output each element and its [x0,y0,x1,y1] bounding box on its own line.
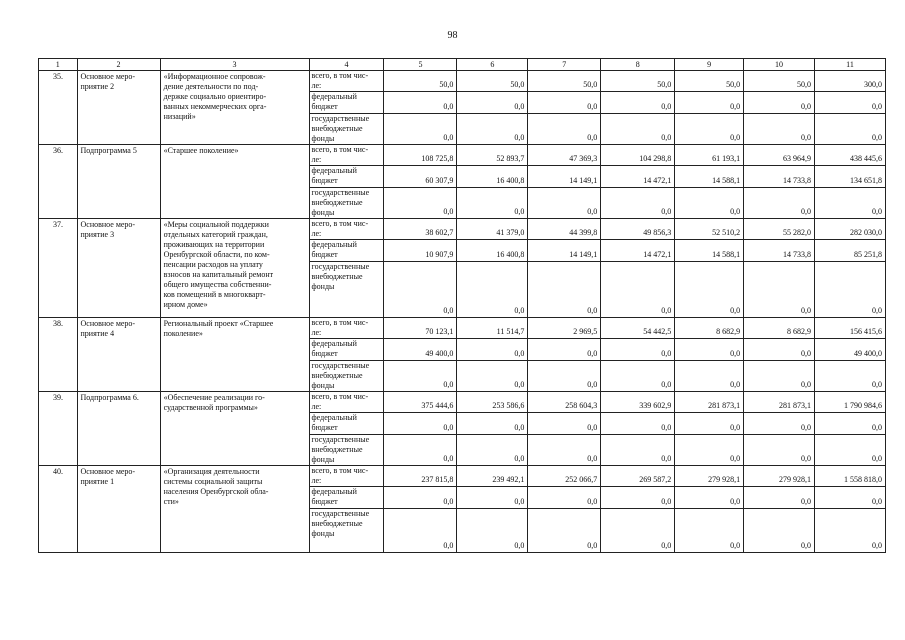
funding-source: государственные внебюджетные фонды [309,361,384,392]
funding-source: государственные внебюджетные фонды [309,262,384,318]
value-cell: 0,0 [528,339,601,361]
value-cell: 0,0 [528,262,601,318]
value-cell: 16 400,8 [457,240,528,262]
value-cell: 2 969,5 [528,318,601,339]
value-cell: 54 442,5 [601,318,675,339]
value-cell: 282 030,0 [815,219,886,240]
program-name: Основное меро- приятие 1 [77,466,160,553]
value-cell: 61 193,1 [675,145,744,166]
value-cell: 1 558 818,0 [815,466,886,487]
value-cell: 0,0 [384,435,457,466]
value-cell: 0,0 [601,435,675,466]
value-cell: 0,0 [815,114,886,145]
value-cell: 0,0 [457,435,528,466]
header-row [39,59,886,71]
program-description: «Информационное сопровож- дение деятельности по под- держке социально ориентиро- ванных некоммерческих орга- низаций» [160,71,309,145]
value-cell: 0,0 [601,188,675,219]
funding-source: федеральный бюджет [309,166,384,188]
value-cell: 0,0 [457,361,528,392]
value-cell: 50,0 [601,71,675,92]
value-cell: 0,0 [675,92,744,114]
value-cell: 0,0 [384,361,457,392]
value-cell: 156 415,6 [815,318,886,339]
value-cell: 0,0 [601,487,675,509]
value-cell: 253 586,6 [457,392,528,413]
value-cell: 0,0 [528,92,601,114]
value-cell: 0,0 [744,487,815,509]
value-cell: 0,0 [815,262,886,318]
program-name: Основное меро- приятие 3 [77,219,160,318]
value-cell: 104 298,8 [601,145,675,166]
value-cell: 281 873,1 [744,392,815,413]
value-cell: 16 400,8 [457,166,528,188]
value-cell: 10 907,9 [384,240,457,262]
column-header: 8 [601,59,675,71]
value-cell: 0,0 [675,413,744,435]
funding-source: государственные внебюджетные фонды [309,114,384,145]
value-cell: 0,0 [675,487,744,509]
value-cell: 0,0 [601,413,675,435]
value-cell: 0,0 [457,339,528,361]
value-cell: 0,0 [815,188,886,219]
value-cell: 0,0 [528,114,601,145]
column-header: 9 [675,59,744,71]
value-cell: 0,0 [601,92,675,114]
value-cell: 50,0 [675,71,744,92]
value-cell: 0,0 [601,339,675,361]
value-cell: 269 587,2 [601,466,675,487]
funding-source: федеральный бюджет [309,92,384,114]
row-number: 38. [39,318,78,392]
value-cell: 0,0 [675,435,744,466]
value-cell: 0,0 [744,435,815,466]
funding-source: всего, в том чис- ле: [309,318,384,339]
funding-source: всего, в том чис- ле: [309,145,384,166]
value-cell: 50,0 [528,71,601,92]
value-cell: 50,0 [744,71,815,92]
page-number: 98 [447,30,458,41]
value-cell: 0,0 [384,92,457,114]
program-name: Основное меро- приятие 4 [77,318,160,392]
value-cell: 0,0 [815,487,886,509]
row-number: 36. [39,145,78,219]
value-cell: 55 282,0 [744,219,815,240]
value-cell: 0,0 [457,92,528,114]
value-cell: 85 251,8 [815,240,886,262]
value-cell: 0,0 [384,509,457,553]
value-cell: 52 510,2 [675,219,744,240]
value-cell: 63 964,9 [744,145,815,166]
value-cell: 0,0 [384,188,457,219]
value-cell: 0,0 [384,262,457,318]
funding-source: всего, в том чис- ле: [309,392,384,413]
program-name: Подпрограмма 6. [77,392,160,466]
program-description: «Организация деятельности системы социальной защиты населения Оренбургской обла- сти» [160,466,309,553]
value-cell: 60 307,9 [384,166,457,188]
value-cell: 237 815,8 [384,466,457,487]
value-cell: 49 856,3 [601,219,675,240]
value-cell: 14 149,1 [528,166,601,188]
row-number: 39. [39,392,78,466]
funding-source: федеральный бюджет [309,240,384,262]
column-header: 2 [77,59,160,71]
value-cell: 0,0 [528,487,601,509]
table-row [39,392,886,413]
column-header: 6 [457,59,528,71]
value-cell: 0,0 [528,361,601,392]
value-cell: 0,0 [744,114,815,145]
funding-source: государственные внебюджетные фонды [309,435,384,466]
value-cell: 252 066,7 [528,466,601,487]
value-cell: 0,0 [528,435,601,466]
value-cell: 0,0 [457,262,528,318]
value-cell: 50,0 [384,71,457,92]
row-number: 37. [39,219,78,318]
value-cell: 0,0 [744,339,815,361]
value-cell: 47 369,3 [528,145,601,166]
value-cell: 0,0 [384,413,457,435]
value-cell: 108 725,8 [384,145,457,166]
funding-source: всего, в том чис- ле: [309,71,384,92]
column-header: 10 [744,59,815,71]
value-cell: 0,0 [457,114,528,145]
value-cell: 11 514,7 [457,318,528,339]
value-cell: 0,0 [384,114,457,145]
program-description: Региональный проект «Старшее поколение» [160,318,309,392]
value-cell: 38 602,7 [384,219,457,240]
value-cell: 14 472,1 [601,240,675,262]
value-cell: 0,0 [744,188,815,219]
value-cell: 0,0 [457,188,528,219]
column-header: 7 [528,59,601,71]
value-cell: 0,0 [815,92,886,114]
budget-table [38,58,886,553]
value-cell: 8 682,9 [744,318,815,339]
value-cell: 279 928,1 [675,466,744,487]
value-cell: 0,0 [528,413,601,435]
value-cell: 0,0 [815,413,886,435]
value-cell: 279 928,1 [744,466,815,487]
program-name: Подпрограмма 5 [77,145,160,219]
value-cell: 14 149,1 [528,240,601,262]
value-cell: 0,0 [384,487,457,509]
value-cell: 0,0 [457,413,528,435]
program-description: «Старшее поколение» [160,145,309,219]
value-cell: 0,0 [675,188,744,219]
table-body [39,59,886,553]
value-cell: 438 445,6 [815,145,886,166]
value-cell: 8 682,9 [675,318,744,339]
value-cell: 14 472,1 [601,166,675,188]
value-cell: 14 733,8 [744,240,815,262]
value-cell: 44 399,8 [528,219,601,240]
value-cell: 49 400,0 [384,339,457,361]
value-cell: 0,0 [601,509,675,553]
value-cell: 70 123,1 [384,318,457,339]
value-cell: 0,0 [744,361,815,392]
value-cell: 0,0 [601,262,675,318]
table-row [39,71,886,92]
funding-source: всего, в том чис- ле: [309,466,384,487]
value-cell: 0,0 [815,435,886,466]
table-row [39,318,886,339]
value-cell: 41 379,0 [457,219,528,240]
column-header: 11 [815,59,886,71]
value-cell: 0,0 [815,361,886,392]
value-cell: 300,0 [815,71,886,92]
value-cell: 0,0 [675,361,744,392]
funding-source: государственные внебюджетные фонды [309,188,384,219]
program-description: «Обеспечение реализации го- сударственной программы» [160,392,309,466]
value-cell: 1 790 984,6 [815,392,886,413]
program-description: «Меры социальной поддержки отдельных категорий граждан, проживающих на территории Оренбургской области, по ком- пенсации расходов на уплату взносов на капитальный ремонт общего имущества собственни- ков помещений в многокварт- ирном доме» [160,219,309,318]
table-row [39,466,886,487]
value-cell: 50,0 [457,71,528,92]
value-cell: 281 873,1 [675,392,744,413]
value-cell: 49 400,0 [815,339,886,361]
value-cell: 239 492,1 [457,466,528,487]
value-cell: 0,0 [744,92,815,114]
value-cell: 14 733,8 [744,166,815,188]
value-cell: 0,0 [528,509,601,553]
value-cell: 0,0 [675,114,744,145]
row-number: 40. [39,466,78,553]
value-cell: 258 604,3 [528,392,601,413]
column-header: 5 [384,59,457,71]
value-cell: 0,0 [675,509,744,553]
column-header: 4 [309,59,384,71]
value-cell: 0,0 [457,487,528,509]
value-cell: 0,0 [744,413,815,435]
funding-source: федеральный бюджет [309,487,384,509]
value-cell: 0,0 [675,339,744,361]
funding-source: государственные внебюджетные фонды [309,509,384,553]
value-cell: 0,0 [457,509,528,553]
value-cell: 0,0 [815,509,886,553]
value-cell: 0,0 [601,114,675,145]
funding-source: федеральный бюджет [309,413,384,435]
funding-source: федеральный бюджет [309,339,384,361]
table-row [39,219,886,240]
value-cell: 134 651,8 [815,166,886,188]
table-row [39,145,886,166]
value-cell: 0,0 [528,188,601,219]
program-name: Основное меро- приятие 2 [77,71,160,145]
column-header: 1 [39,59,78,71]
value-cell: 0,0 [675,262,744,318]
value-cell: 0,0 [601,361,675,392]
value-cell: 0,0 [744,262,815,318]
row-number: 35. [39,71,78,145]
value-cell: 14 588,1 [675,240,744,262]
value-cell: 52 893,7 [457,145,528,166]
value-cell: 339 602,9 [601,392,675,413]
value-cell: 0,0 [744,509,815,553]
value-cell: 14 588,1 [675,166,744,188]
column-header: 3 [160,59,309,71]
value-cell: 375 444,6 [384,392,457,413]
funding-source: всего, в том чис- ле: [309,219,384,240]
